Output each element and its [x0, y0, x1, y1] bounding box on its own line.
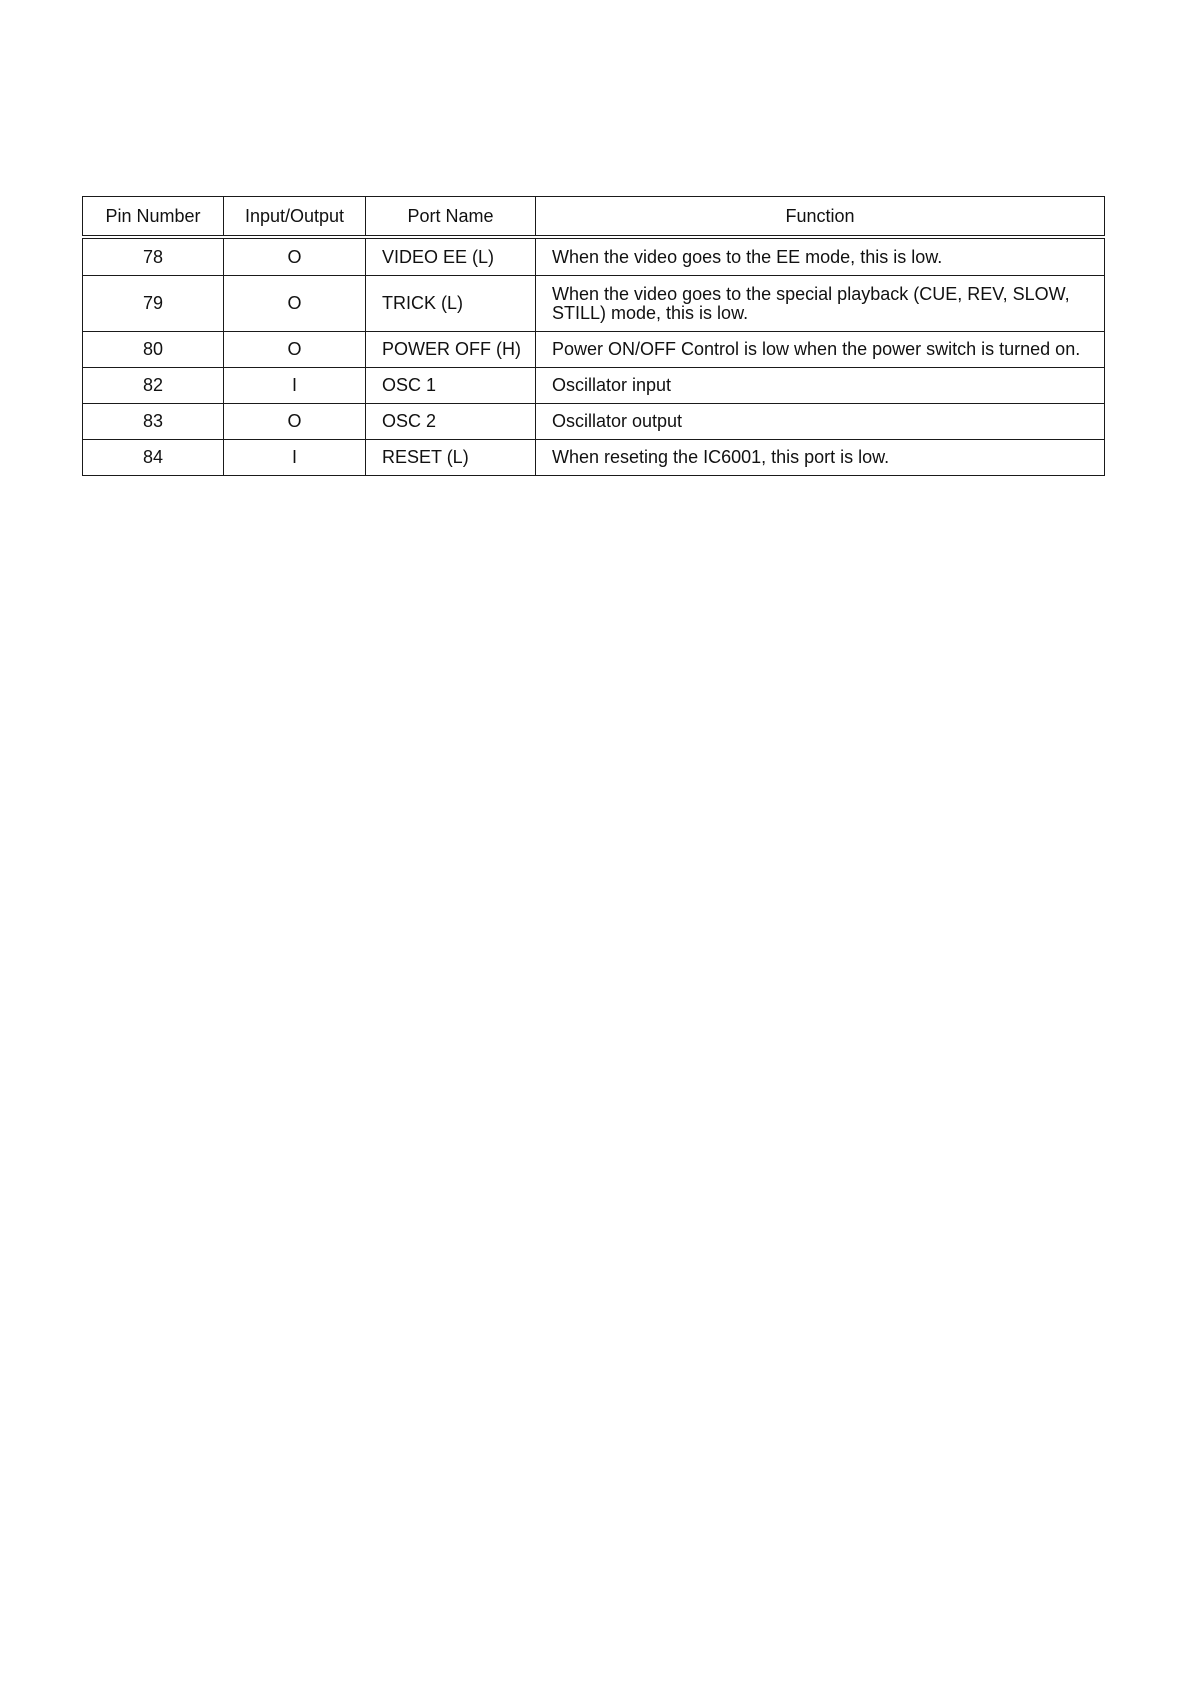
cell-function: When reseting the IC6001, this port is low.: [536, 440, 1105, 476]
cell-pin-number: 79: [83, 276, 224, 332]
cell-port-name: OSC 1: [366, 368, 536, 404]
header-pin-number: Pin Number: [83, 197, 224, 238]
cell-function: Oscillator input: [536, 368, 1105, 404]
cell-port-name: RESET (L): [366, 440, 536, 476]
cell-input-output: I: [224, 440, 366, 476]
cell-input-output: O: [224, 276, 366, 332]
cell-function: When the video goes to the special playback (CUE, REV, SLOW, STILL) mode, this is low.: [536, 276, 1105, 332]
header-input-output: Input/Output: [224, 197, 366, 238]
header-function: Function: [536, 197, 1105, 238]
pin-function-table: [82, 196, 1105, 476]
cell-input-output: O: [224, 332, 366, 368]
table-row: [83, 276, 1105, 332]
table-row: [83, 237, 1105, 276]
cell-pin-number: 82: [83, 368, 224, 404]
cell-function: When the video goes to the EE mode, this is low.: [536, 237, 1105, 276]
cell-port-name: TRICK (L): [366, 276, 536, 332]
cell-port-name: OSC 2: [366, 404, 536, 440]
header-port-name: Port Name: [366, 197, 536, 238]
cell-port-name: POWER OFF (H): [366, 332, 536, 368]
cell-function: Oscillator output: [536, 404, 1105, 440]
cell-function: Power ON/OFF Control is low when the power switch is turned on.: [536, 332, 1105, 368]
cell-input-output: O: [224, 404, 366, 440]
cell-pin-number: 78: [83, 237, 224, 276]
table-header-row: [83, 197, 1105, 238]
cell-pin-number: 83: [83, 404, 224, 440]
cell-input-output: I: [224, 368, 366, 404]
cell-pin-number: 80: [83, 332, 224, 368]
cell-pin-number: 84: [83, 440, 224, 476]
table-row: [83, 332, 1105, 368]
table-row: [83, 368, 1105, 404]
cell-port-name: VIDEO EE (L): [366, 237, 536, 276]
cell-input-output: O: [224, 237, 366, 276]
table-row: [83, 404, 1105, 440]
table-row: [83, 440, 1105, 476]
